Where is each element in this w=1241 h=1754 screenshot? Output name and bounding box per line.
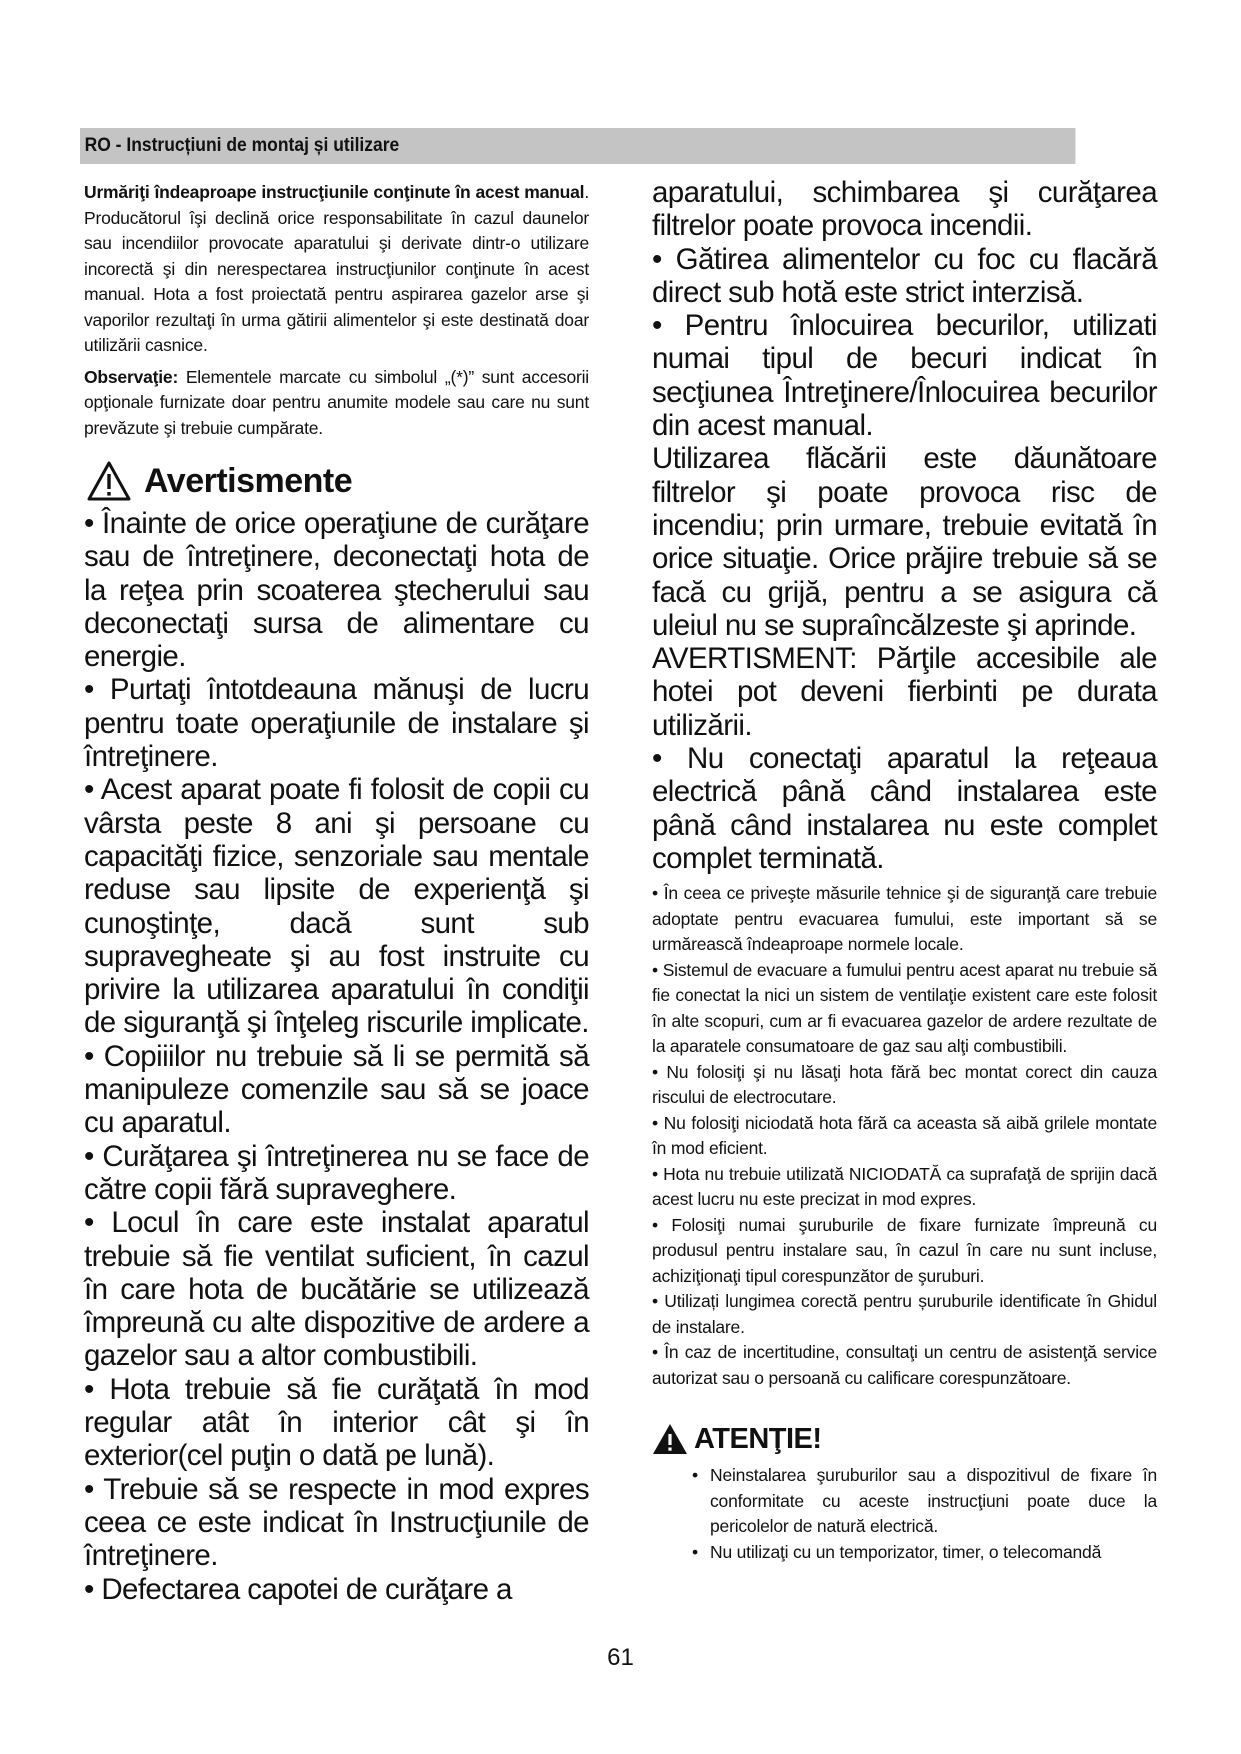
safety-note: • În ceea ce priveşte măsurile tehnice şi de siguranţă care trebuie adoptate pentru evacuarea fumului, este important să se urmărească îndeaproape normele locale. <box>652 883 1157 955</box>
safety-note: • Folosiţi numai şuruburile de fixare furnizate împreună cu produsul pentru instalare sau, în cazul în care nu sunt incluse, achiziţionaţi tipul corespunzător de şuruburi. <box>652 1214 1157 1286</box>
intro-text: . Producătorul îşi declină orice responsabilitate în cazul daunelor sau incendiilor provocate aparatului şi derivate dintr-o utilizare incorectă şi din nerespectarea instrucţiunilor conţinute în acest manual. Hota a fost proiectată pentru aspirarea gazelor arse şi vaporilor rezultaţi în urma gătirii alimentelor şi este destinată doar utilizării casnice. <box>84 182 589 355</box>
warnings-title: Avertismente <box>144 461 353 500</box>
warning-item: • Înainte de orice operaţiune de curăţare sau de întreţinere, deconectaţi hota de la reţea prin scoaterea ştecherului sau deconectaţi sursa de alimentare cu energie. <box>84 507 589 674</box>
attention-title: ATENŢIE! <box>694 1422 822 1455</box>
attention-item: • Neinstalarea şuruburilor sau a dispozitivul de fixare în conformitate cu aceste instrucţiuni poate duce la pericolelor de natură electrică. <box>690 1463 1157 1540</box>
safety-note: • Hota nu trebuie utilizată NICIODATĂ ca suprafaţă de sprijin dacă acest lucru nu este precizat in mod expres. <box>652 1163 1157 1210</box>
attention-item: • Nu utilizaţi cu un temporizator, timer, o telecomandă <box>690 1540 1157 1566</box>
warning-item: Utilizarea flăcării este dăunătoare filtrelor şi poate provoca risc de incendiu; prin urmare, trebuie evitată în orice situaţie. Orice prăjire trebuie să se facă cu grijă, pentru a se asigura că uleiul nu se supraîncălzeste şi aprinde. <box>652 442 1157 642</box>
intro-bold-text: Urmăriţi îndeaproape instrucţiunile conţinute în acest manual <box>84 182 585 202</box>
observation-text: Elementele marcate cu simbolul „(*)” sunt accesorii opţionale furnizate doar pentru anumite modele sau care nu sunt prevăzute şi trebuie cumpărate. <box>84 366 589 438</box>
safety-note: • Utilizați lungimea corectă pentru șuruburile identificate în Ghidul de instalare. <box>652 1291 1157 1337</box>
attention-list <box>690 1463 1157 1565</box>
warnings-heading <box>84 459 589 503</box>
warning-item: • Defectarea capotei de curăţare a <box>84 1572 512 1606</box>
attention-heading <box>652 1421 1157 1457</box>
safety-notes-list <box>652 881 1157 1391</box>
warnings-list <box>84 507 589 1606</box>
warning-item: • Purtaţi întotdeauna mănuşi de lucru pentru toate operaţiunile de instalare şi întreţinere. <box>84 673 589 774</box>
warning-item: • Copiiilor nu trebuie să li se permită să manipuleze comenzile sau să se joace cu aparatul. <box>84 1039 589 1140</box>
safety-note: • Nu folosiţi şi nu lăsaţi hota fără bec montat corect din cauza riscului de electrocutare. <box>652 1061 1157 1108</box>
warning-item: aparatului, schimbarea şi curăţarea filtrelor poate provoca incendii. <box>652 176 1157 243</box>
page-number: 61 <box>607 1644 634 1671</box>
warning-triangle-icon <box>86 460 132 502</box>
warning-item: • Acest aparat poate fi folosit de copii cu vârsta peste 8 ani şi persoane cu capacităţi fizice, senzoriale sau mentale reduse sau lipsite de experienţă şi cunoştinţe, dacă sunt sub supravegheate şi au fost instruite cu privire la utilizarea aparatului în condiţii de siguranţă şi înţeleg riscurile implicate. <box>84 773 589 1040</box>
warning-item: • Hota trebuie să fie curăţată în mod regular atât în interior cât şi în exterior(cel puţin o dată pe lună). <box>84 1372 589 1473</box>
warning-item: • Nu conectaţi aparatul la reţeaua electrică până când instalarea este până când instalarea nu este complet complet terminată. <box>652 742 1157 875</box>
attention-triangle-icon <box>652 1423 688 1455</box>
warning-item: • Trebuie să se respecte in mod expres ceea ce este indicat în Instrucţiunile de întreţinere. <box>84 1472 589 1573</box>
safety-note: • Nu folosiţi niciodată hota fără ca aceasta să aibă grilele montate în mod eficient. <box>652 1112 1157 1159</box>
intro-paragraph <box>84 180 589 359</box>
warning-item: • Locul în care este instalat aparatul trebuie să fie ventilat suficient, în cazul în care hota de bucătărie se utilizează împreună cu alte dispozitive de ardere a gazelor sau a altor combustibili. <box>84 1206 589 1373</box>
left-column <box>84 180 589 1606</box>
warning-item: • Gătirea alimentelor cu foc cu flacără direct sub hotă este strict interzisă. <box>652 242 1157 309</box>
warning-item: AVERTISMENT: Părţile accesibile ale hotei pot deveni fierbinti pe durata utilizării. <box>652 642 1157 742</box>
right-column <box>652 176 1157 1565</box>
section-header-title: RO - Instrucțiuni de montaj și utilizare <box>84 135 400 156</box>
safety-note: • În caz de incertitudine, consultaţi un centru de asistenţă service autorizat sau o persoană cu calificare corespunzătoare. <box>652 1342 1157 1388</box>
observation-label: Observaţie: <box>84 366 179 387</box>
safety-note: • Sistemul de evacuare a fumului pentru acest aparat nu trebuie să fie conectat la nici un sistem de ventilaţie existent care este folosit în alte scopuri, cum ar fi evacuarea gazelor de ardere rezultate de la aparatele consumatoare de gaz sau alţi combustibili. <box>652 959 1157 1057</box>
warning-item: • Curăţarea şi întreţinerea nu se face de către copii fără supraveghere. <box>84 1139 589 1206</box>
warnings-list-continued <box>652 176 1157 875</box>
section-header <box>80 128 1075 164</box>
observation-paragraph <box>84 365 589 442</box>
warning-item: • Pentru înlocuirea becurilor, utilizati numai tipul de becuri indicat în secţiunea Întreţinere/Înlocuirea becurilor din acest manual. <box>652 309 1157 443</box>
